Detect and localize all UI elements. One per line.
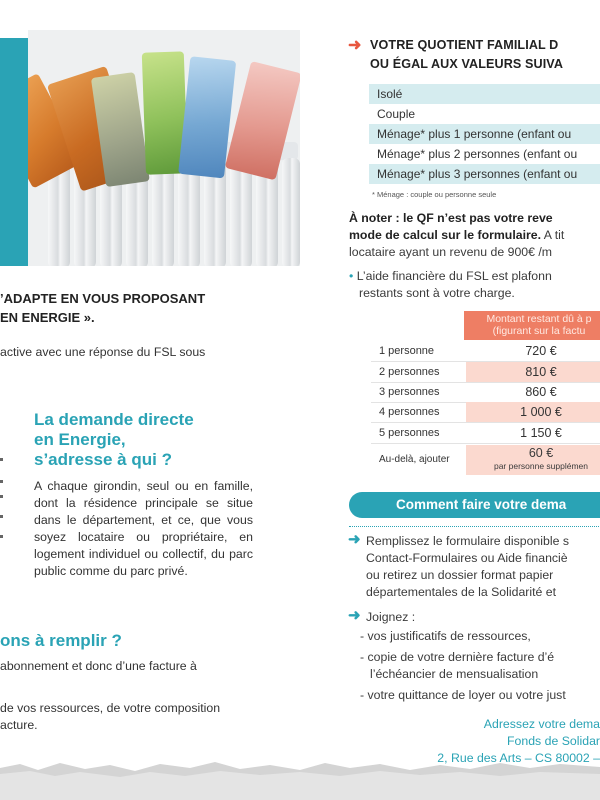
list-item: - vos justificatifs de ressources, <box>360 629 531 643</box>
note-text: locataire ayant un revenu de 900€ /m <box>349 245 553 259</box>
fsl-row-label: 2 personnes <box>379 366 440 378</box>
list-item: - votre quittance de loyer ou votre just <box>360 688 566 702</box>
torn-paper-footer <box>0 760 600 800</box>
conditions-line: abonnement et donc d’une facture à <box>0 659 197 673</box>
step2-title: Joignez : <box>366 610 416 624</box>
how-to-apply-banner: Comment faire votre dema <box>349 492 600 518</box>
fsl-text: L’aide financière du FSL est plafonn <box>356 269 552 283</box>
dotted-divider <box>349 526 600 527</box>
fsl-text: restants sont à votre charge. <box>359 286 515 300</box>
step-line: Contact-Formulaires ou Aide financiè <box>366 551 568 565</box>
step1-text <box>366 533 600 601</box>
conditions-line: de vos ressources, de votre composition <box>0 701 221 715</box>
arrow-right-icon: ➜ <box>348 37 362 54</box>
fsl-table-row <box>371 402 600 422</box>
fsl-row-label: 3 personnes <box>379 386 440 398</box>
step-line: ou retirez un dossier format papier <box>366 568 554 582</box>
section-heading-line: ’ADAPTE EN VOUS PROPOSANT <box>0 291 206 306</box>
qf-table-row: Ménage* plus 3 personnes (enfant ou <box>369 164 600 184</box>
fsl-row-label: 5 personnes <box>379 427 440 439</box>
fsl-header-line: Montant restant dû à p <box>486 313 592 325</box>
title-line: La demande directe <box>34 410 194 429</box>
direct-request-body: A chaque girondin, seul ou en famille, dont la résidence principale se situe dans le département, et ce, que vous soyez locataire ou propriétaire, en logement individuel ou collectif, du parc public comme du parc privé. <box>34 479 253 578</box>
note-bold-line: À noter : le QF n’est pas votre reve <box>349 211 553 225</box>
table-divider <box>371 443 600 444</box>
conditions-title: ons à remplir ? <box>0 631 122 650</box>
qf-title <box>370 36 600 74</box>
bullet-icon: • <box>349 269 357 283</box>
list-item: l’échéancier de mensualisation <box>370 667 539 681</box>
address-line: 2, Rue des Arts – CS 80002 – <box>437 751 600 765</box>
arrow-right-icon: ➜ <box>348 607 361 624</box>
conditions-line: acture. <box>0 718 38 732</box>
fsl-row-value: 720 € <box>525 344 557 358</box>
fsl-table-row <box>371 341 600 361</box>
fsl-row-label: 1 personne <box>379 345 435 357</box>
qf-table-row: Ménage* plus 2 personnes (enfant ou <box>377 147 578 161</box>
address-line: Adressez votre dema <box>483 717 600 731</box>
footnote: * Ménage : couple ou personne seule <box>372 190 497 199</box>
qf-table-row: Couple <box>377 107 416 121</box>
list-item: - copie de votre dernière facture d’é <box>360 650 555 664</box>
title-line: en Energie, <box>34 430 126 449</box>
section-heading-line: EN ENERGIE ». <box>0 310 95 325</box>
fsl-table-row <box>371 423 600 443</box>
fsl-table-row <box>371 362 600 382</box>
title-line: s’adresse à qui ? <box>34 450 172 469</box>
intro-text: active avec une réponse du FSL sous <box>0 345 206 359</box>
fsl-table-row <box>371 382 600 402</box>
fsl-table-header <box>464 311 600 340</box>
fsl-paragraph <box>349 268 600 302</box>
qf-table-row: Ménage* plus 1 personne (enfant ou <box>369 124 600 144</box>
fsl-row-label: Au-delà, ajouter <box>379 454 450 465</box>
note-paragraph <box>349 210 600 261</box>
fsl-header-line: (figurant sur la factu <box>492 325 586 337</box>
cropped-text-mark <box>0 458 3 461</box>
cropped-text-mark <box>0 535 3 538</box>
note-text: A tit <box>541 228 565 242</box>
fsl-row-subvalue: par personne supplémen <box>493 461 589 471</box>
qf-title-line: VOTRE QUOTIENT FAMILIAL D <box>370 38 559 52</box>
fsl-table-row <box>371 445 600 475</box>
photo-accent-bar <box>0 38 28 266</box>
fsl-row-value: 860 € <box>525 385 557 399</box>
cropped-text-mark <box>0 495 3 498</box>
qf-table-row: Isolé <box>369 84 600 104</box>
cropped-text-mark <box>0 480 3 483</box>
fsl-row-value: 60 € <box>528 446 554 460</box>
step-line: départementales de la Solidarité et <box>366 585 557 599</box>
direct-request-title <box>34 410 264 470</box>
address-line: Fonds de Solidar <box>507 734 600 748</box>
fsl-row-label: 4 personnes <box>379 406 440 418</box>
arrow-right-icon: ➜ <box>348 531 361 548</box>
fsl-row-value: 1 000 € <box>466 402 600 422</box>
section-heading <box>0 289 300 327</box>
step-line: Remplissez le formulaire disponible s <box>366 534 569 548</box>
cropped-text-mark <box>0 515 3 518</box>
fsl-row-value-box <box>466 445 600 475</box>
note-bold-line: mode de calcul sur le formulaire. <box>349 228 542 242</box>
step2-list <box>360 628 600 704</box>
radiator-banknotes-photo <box>28 30 300 266</box>
fsl-row-value: 1 150 € <box>520 426 562 440</box>
qf-title-line: OU ÉGAL AUX VALEURS SUIVA <box>370 57 564 71</box>
fsl-row-value: 810 € <box>466 362 600 382</box>
